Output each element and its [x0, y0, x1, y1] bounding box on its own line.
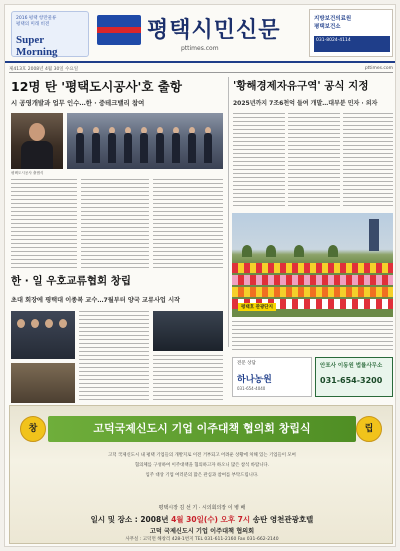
mid-meeting-photo	[11, 311, 75, 359]
law-ad-title: 안포사 이동원 법률사무소	[320, 363, 383, 369]
lead-subhead: 시 공영개발과 업무 인수…한 · 중테크밸리 참여	[11, 99, 145, 107]
left-ad-tag: 2016 평택 항만물류	[16, 16, 57, 21]
right-ad-line2: 평택보건소	[314, 24, 341, 30]
hana-ad-top: 전문 상담	[237, 361, 256, 366]
right-lower-body	[232, 321, 393, 351]
hana-ad-name: 하나농원	[237, 375, 272, 385]
lead-headline[interactable]: 12명 탄 '평택도시공사'호 출항	[11, 79, 182, 94]
mid-headline[interactable]: 한 · 일 우호교류협회 창립	[11, 275, 132, 287]
banner-line-3: 입주 대상 기업 여러분의 많은 관심과 참여를 부탁드립니다.	[145, 473, 259, 478]
dateline-url: pttimes.com	[364, 66, 393, 71]
hana-nursery-ad[interactable]	[232, 357, 312, 397]
banner-when	[10, 514, 394, 525]
banner-host: 평택시장 김 선 기 · 시의회의장 이 병 배	[158, 505, 246, 511]
issue-date: 제413호 2008년 4월 30일 수요일	[9, 67, 79, 72]
masthead-left-ad[interactable]	[11, 11, 89, 57]
lead-body-col1	[11, 179, 77, 269]
newspaper-page	[4, 4, 396, 547]
badge-left: 창	[20, 416, 46, 442]
when-prefix: 일시 및 장소 : 2008년	[90, 515, 172, 524]
mid-body-col2	[153, 355, 223, 403]
masthead-right-ad[interactable]	[309, 9, 393, 57]
right-ad-line1: 지방보건의료원	[314, 16, 352, 22]
newspaper-title: 평택시민신문	[147, 17, 281, 43]
dateline	[9, 65, 393, 73]
right-body-col2	[288, 113, 340, 209]
banner-line-1: 고덕 국제신도시 내 평택 기업들의 개발지로 이전 거부되고 어려운 상황에 처해 있는 기업들이 모여	[108, 453, 296, 458]
law-ad-number: 031-654-3200	[320, 376, 383, 385]
law-office-ad[interactable]	[315, 357, 393, 397]
tulip-photo-label: 평택호 관광단지	[238, 303, 276, 311]
lead-photo-caption: 평택도시공사 출범식	[11, 171, 44, 175]
newspaper-logo-icon	[97, 15, 141, 45]
when-suffix: 송탄 영천관광호텔	[250, 515, 314, 524]
right-headline[interactable]: '황해경제자유구역' 공식 지정	[233, 80, 369, 92]
hana-ad-phone: 031-654-4040	[237, 386, 266, 391]
banner-org: 고덕 국제신도시 기업 이주대책 협의회	[149, 528, 255, 535]
badge-right: 립	[356, 416, 382, 442]
left-ad-tag2: 평택의 미래 비전	[16, 22, 50, 27]
right-ad-line3: 031-8024-4114	[314, 36, 390, 52]
banner-line-2: 협의체를 구성하여 이주대책을 협의하고자 하오니 많은 참석 바랍니다.	[134, 463, 270, 468]
newspaper-url[interactable]: pttimes.com	[181, 45, 219, 52]
column-divider	[228, 77, 229, 347]
masthead	[5, 5, 396, 63]
tulip-field-photo	[232, 213, 393, 317]
mid-body-col1	[79, 311, 149, 403]
founding-ceremony-banner[interactable]	[9, 405, 393, 544]
banner-address: 사무실 : 고덕면 해창리 428-1번지 TEL 031-611-2160 Fax 031-662-2140	[125, 537, 279, 542]
banner-title: 고덕국제신도시 기업 이주대책 협의회 창립식	[48, 416, 356, 442]
right-body-col3	[343, 113, 393, 209]
when-highlight: 4월 30일(수) 오후 7시	[171, 515, 251, 524]
lead-portrait-photo	[11, 113, 63, 169]
lead-ceremony-photo	[67, 113, 223, 169]
lead-body-col3	[153, 179, 223, 269]
left-ad-brand: Super Morning	[16, 34, 58, 58]
mid-subhead: 초대 회장에 평택대 이종복 교수…7월부터 양국 교류사업 시작	[11, 297, 181, 304]
right-subhead: 2025년까지 7조6천억 들여 개발…대부분 민자 · 외자	[233, 100, 378, 107]
mid-event-photo	[11, 363, 75, 403]
lead-body-col2	[81, 179, 149, 269]
right-body-col1	[233, 113, 285, 209]
mid-group-photo	[153, 311, 223, 351]
